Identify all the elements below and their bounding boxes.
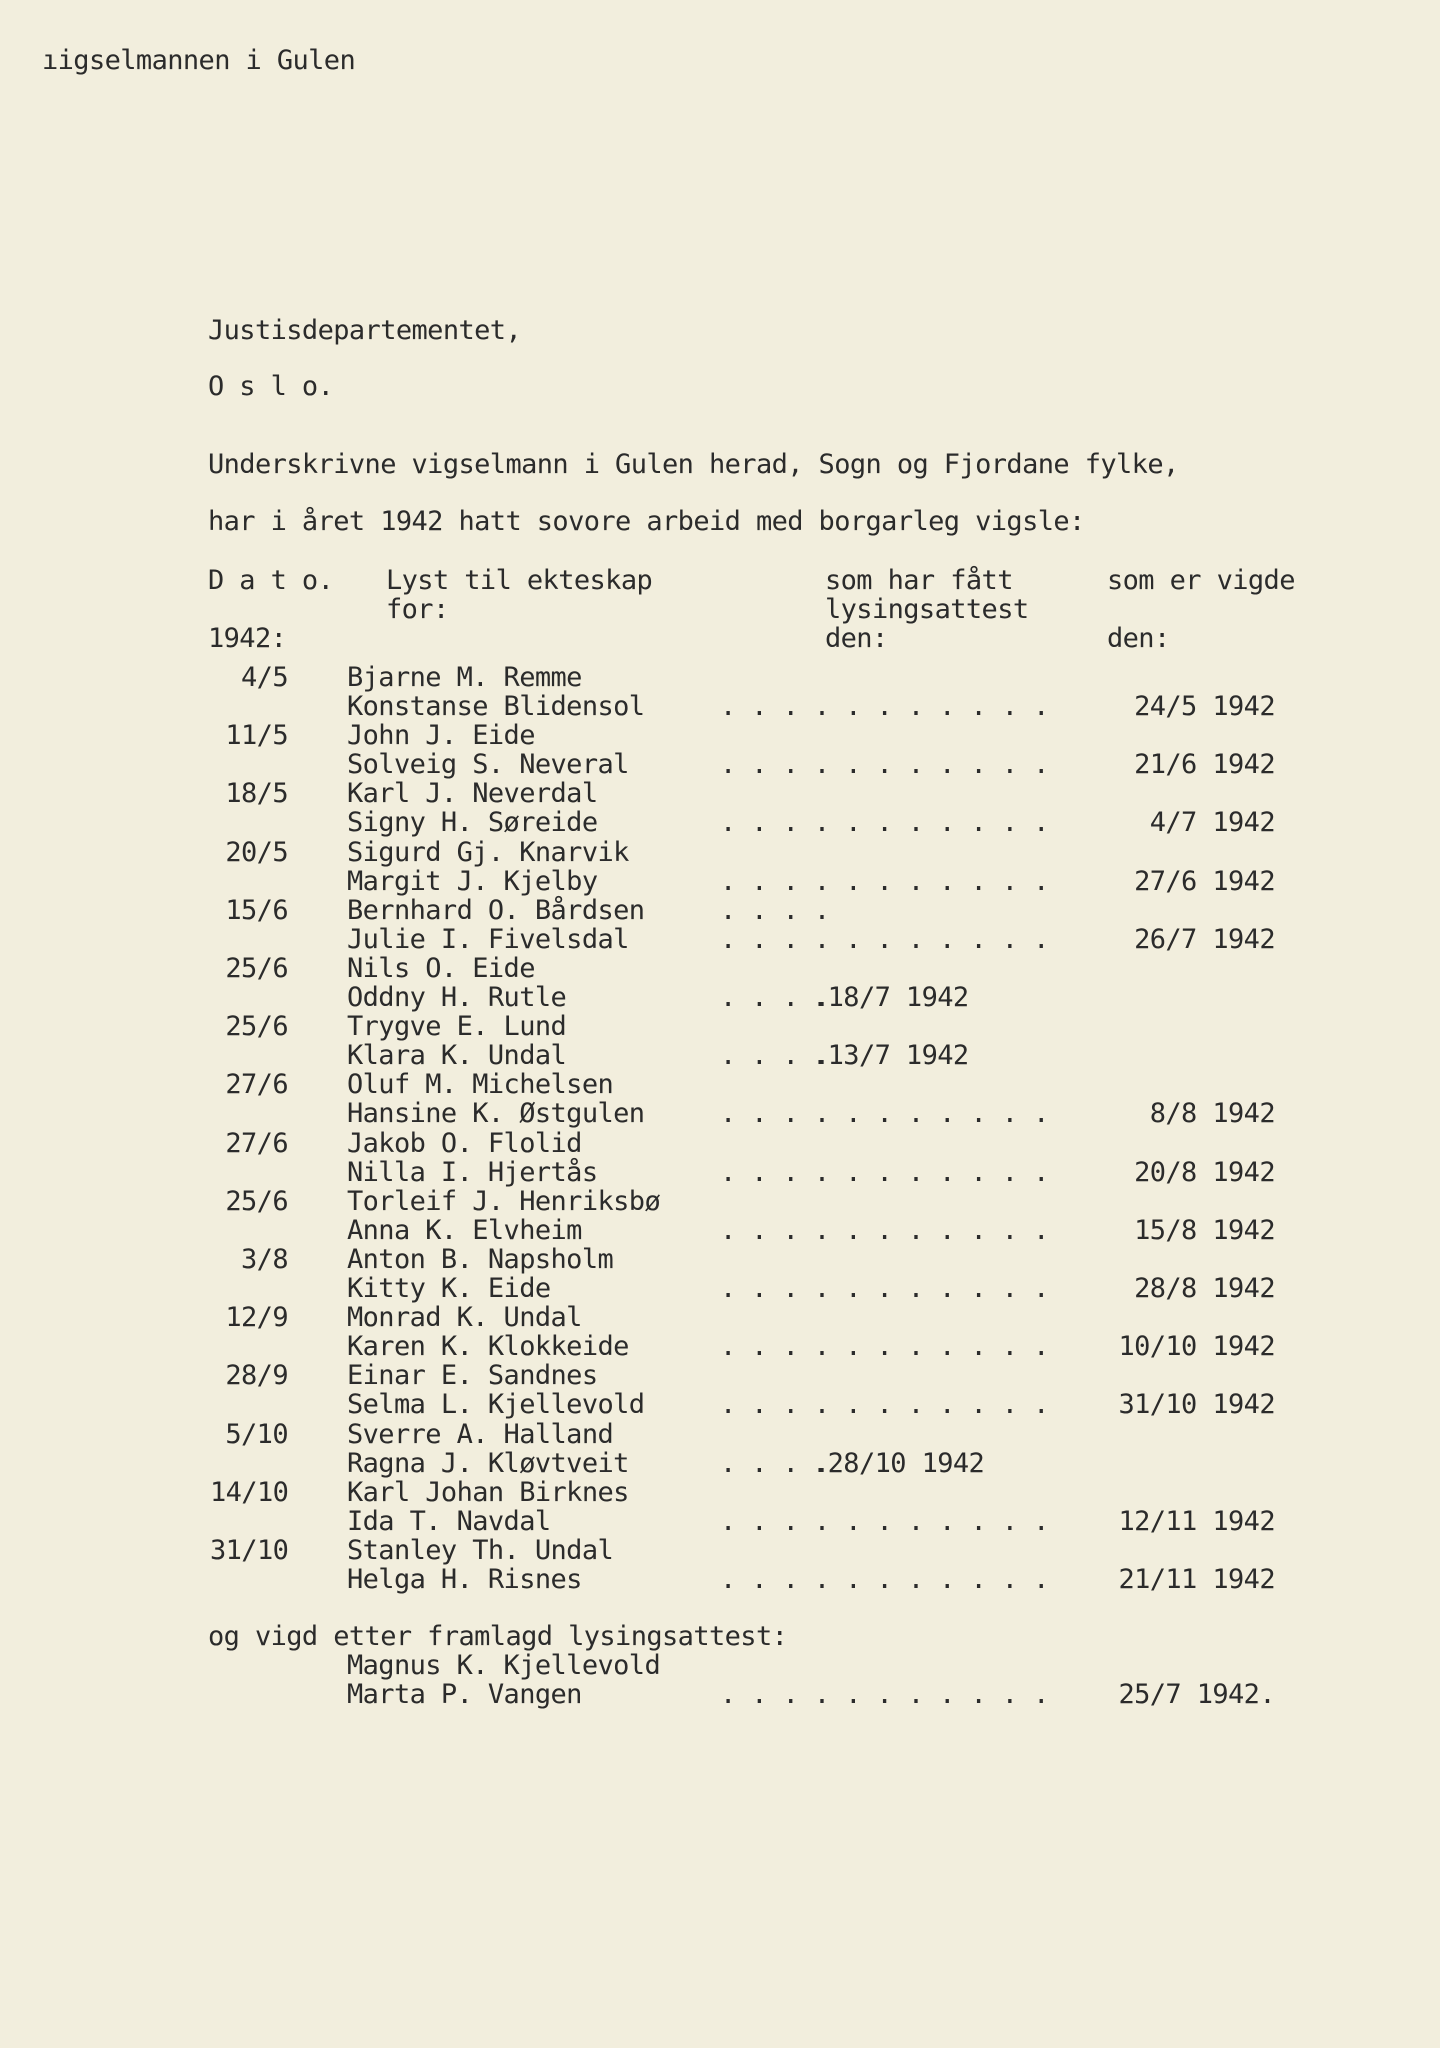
footer-dots: . . . . . . . . . . . — [720, 1679, 1049, 1710]
column-header-names-2: for: — [386, 594, 449, 625]
entry-bride: Margit J. Kjelby — [347, 866, 598, 897]
entry-date: 25/6 — [225, 1186, 288, 1217]
entry-wedding-date: 15/8 1942 — [1134, 1215, 1275, 1246]
entry-date: 25/6 — [225, 953, 288, 984]
entry-groom: Stanley Th. Undal — [347, 1535, 614, 1566]
entry-bride: Oddny H. Rutle — [347, 982, 567, 1013]
entry-bride: Julie I. Fivelsdal — [347, 924, 629, 955]
entry-date: 4/5 — [241, 662, 288, 693]
entry-wedding-date: 31/10 1942 — [1118, 1389, 1275, 1420]
entry-groom: Sigurd Gj. Knarvik — [347, 837, 629, 868]
entry-wedding-date: 21/11 1942 — [1118, 1564, 1275, 1595]
entry-dots: . . . . . . . . . . . — [720, 1389, 1049, 1420]
column-header-wed-2: den: — [1107, 623, 1170, 654]
entry-bride: Selma L. Kjellevold — [347, 1389, 645, 1420]
entry-bride: Ragna J. Kløvtveit — [347, 1448, 629, 1479]
intro-line-1: Underskrivne vigselmann i Gulen herad, Sogn og Fjordane fylke, — [208, 449, 1179, 480]
entry-bride: Klara K. Undal — [347, 1040, 567, 1071]
entry-dots: . . . . . . . . . . . — [720, 749, 1049, 780]
entry-date: 15/6 — [225, 895, 288, 926]
column-header-names-1: Lyst til ekteskap — [386, 565, 653, 596]
entry-dots: . . . . . . . . . . . — [720, 1098, 1049, 1129]
entry-wedding-date: 12/11 1942 — [1118, 1506, 1275, 1537]
entry-dots: . . . . — [720, 1040, 830, 1071]
entry-groom: Monrad K. Undal — [347, 1302, 582, 1333]
entry-date: 27/6 — [225, 1069, 288, 1100]
entry-dots: . . . . . . . . . . . — [720, 1506, 1049, 1537]
entry-attest-date: .18/7 1942 — [812, 982, 969, 1013]
entry-wedding-date: 21/6 1942 — [1134, 749, 1275, 780]
entry-date: 14/10 — [210, 1477, 289, 1508]
footer-wedding-date: 25/7 1942. — [1118, 1679, 1275, 1710]
entry-attest-date: .28/10 1942 — [812, 1448, 985, 1479]
entry-dots: . . . . . . . . . . . — [720, 1273, 1049, 1304]
entry-wedding-date: 24/5 1942 — [1134, 691, 1275, 722]
entry-dots: . . . . . . . . . . . — [720, 691, 1049, 722]
column-header-attest-3: den: — [825, 623, 888, 654]
entry-dots: . . . . . . . . . . . — [720, 1215, 1049, 1246]
intro-line-2: har i året 1942 hatt sovore arbeid med borgarleg vigsle: — [208, 506, 1085, 537]
entry-dots: . . . . — [720, 982, 830, 1013]
entry-groom-dots: . . . . — [720, 895, 830, 926]
entry-groom: Sverre A. Halland — [347, 1419, 614, 1450]
entry-dots: . . . . . . . . . . . — [720, 1331, 1049, 1362]
entry-groom: Anton B. Napsholm — [347, 1244, 614, 1275]
entry-wedding-date: 27/6 1942 — [1134, 866, 1275, 897]
entry-groom: Nils O. Eide — [347, 953, 535, 984]
entry-dots: . . . . — [720, 1448, 830, 1479]
column-header-attest-2: lysingsattest — [825, 594, 1029, 625]
entry-date: 3/8 — [241, 1244, 288, 1275]
entry-attest-date: .13/7 1942 — [812, 1040, 969, 1071]
entry-bride: Ida T. Navdal — [347, 1506, 551, 1537]
sender-header: ıigselmannen i Gulen — [42, 45, 356, 76]
entry-groom: Torleif J. Henriksbø — [347, 1186, 661, 1217]
entry-groom: John J. Eide — [347, 720, 535, 751]
entry-groom: Einar E. Sandnes — [347, 1360, 598, 1391]
entry-groom: Karl J. Neverdal — [347, 778, 598, 809]
column-header-year: 1942: — [208, 623, 287, 654]
entry-bride: Karen K. Klokkeide — [347, 1331, 629, 1362]
footer-groom: Magnus K. Kjellevold — [347, 1650, 661, 1681]
entry-bride: Signy H. Søreide — [347, 807, 598, 838]
entry-bride: Kitty K. Eide — [347, 1273, 551, 1304]
entry-groom: Bernhard O. Bårdsen — [347, 895, 645, 926]
entry-dots: . . . . . . . . . . . — [720, 807, 1049, 838]
entry-wedding-date: 4/7 1942 — [1149, 807, 1275, 838]
entry-dots: . . . . . . . . . . . — [720, 1157, 1049, 1188]
entry-date: 12/9 — [225, 1302, 288, 1333]
column-header-date: D a t o. — [208, 565, 334, 596]
entry-wedding-date: 26/7 1942 — [1134, 924, 1275, 955]
entry-date: 5/10 — [225, 1419, 288, 1450]
entry-groom: Jakob O. Flolid — [347, 1128, 582, 1159]
footer-label: og vigd etter framlagd lysingsattest: — [208, 1621, 788, 1652]
entry-date: 31/10 — [210, 1535, 289, 1566]
entry-bride: Hansine K. Østgulen — [347, 1098, 645, 1129]
entry-wedding-date: 10/10 1942 — [1118, 1331, 1275, 1362]
entry-bride: Helga H. Risnes — [347, 1564, 582, 1595]
entry-dots: . . . . . . . . . . . — [720, 1564, 1049, 1595]
entry-groom: Trygve E. Lund — [347, 1011, 567, 1042]
entry-date: 25/6 — [225, 1011, 288, 1042]
entry-date: 28/9 — [225, 1360, 288, 1391]
entry-wedding-date: 28/8 1942 — [1134, 1273, 1275, 1304]
entry-bride: Konstanse Blidensol — [347, 691, 645, 722]
entry-groom: Bjarne M. Remme — [347, 662, 582, 693]
entry-date: 20/5 — [225, 837, 288, 868]
entry-date: 11/5 — [225, 720, 288, 751]
entry-bride: Anna K. Elvheim — [347, 1215, 582, 1246]
column-header-wed-1: som er vigde — [1107, 565, 1295, 596]
entry-groom: Karl Johan Birknes — [347, 1477, 629, 1508]
entry-date: 27/6 — [225, 1128, 288, 1159]
entry-groom: Oluf M. Michelsen — [347, 1069, 614, 1100]
entry-bride: Solveig S. Neveral — [347, 749, 629, 780]
entry-bride: Nilla I. Hjertås — [347, 1157, 598, 1188]
addressee-city: O s l o. — [208, 371, 334, 402]
column-header-attest-1: som har fått — [825, 565, 1013, 596]
entry-date: 18/5 — [225, 778, 288, 809]
entry-dots: . . . . . . . . . . . — [720, 866, 1049, 897]
entry-wedding-date: 8/8 1942 — [1149, 1098, 1275, 1129]
addressee-name: Justisdepartementet, — [208, 315, 522, 346]
footer-bride: Marta P. Vangen — [347, 1679, 582, 1710]
entry-dots: . . . . . . . . . . . — [720, 924, 1049, 955]
entry-wedding-date: 20/8 1942 — [1134, 1157, 1275, 1188]
